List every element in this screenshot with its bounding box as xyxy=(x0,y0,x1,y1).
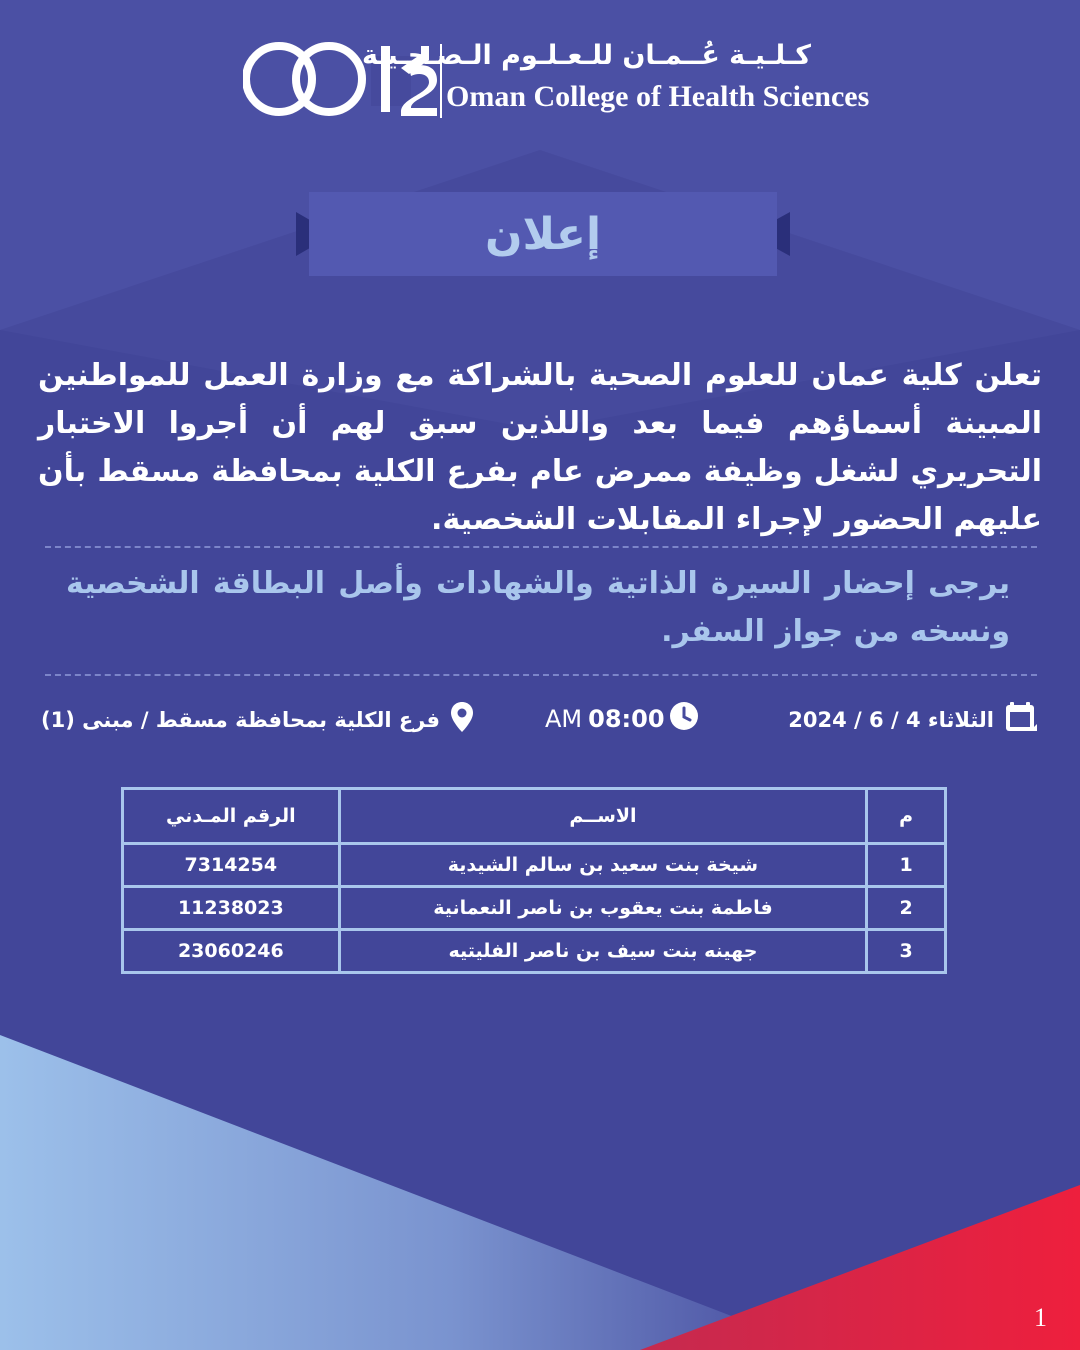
clock-icon xyxy=(669,701,699,736)
announcement-title: إعلان xyxy=(484,208,602,260)
required-documents-note: يرجى إحضار السيرة الذاتية والشهادات وأصل البطاقة الشخصية ونسخه من جواز السفر. xyxy=(66,566,1010,649)
header-name: الاســم xyxy=(339,789,867,844)
page-number: 1 xyxy=(1034,1303,1047,1332)
table-header-row xyxy=(123,789,946,844)
announcement-intro: تعلن كلية عمان للعلوم الصحية بالشراكة مع وزارة العمل للمواطنين المبينة أسماؤهم فيما بعد واللذين سبق لهم أن أجروا الاختبار التحريري لشغل وظيفة ممرض عام بفرع الكلية بمحافظة مسقط بأن عليهم الحضور لإجراء المقابلات الشخصية. xyxy=(38,358,1042,537)
time-text: 08:00 xyxy=(588,704,665,733)
time-period: AM xyxy=(545,704,583,733)
college-name-english: Oman College of Health Sciences xyxy=(446,80,870,113)
map-pin-icon xyxy=(450,701,474,738)
calendar-icon xyxy=(1004,701,1038,738)
cell-name: شيخة بنت سعيد بن سالم الشيدية xyxy=(339,844,867,887)
table-row xyxy=(123,887,946,930)
cell-name: فاطمة بنت يعقوب بن ناصر النعمانية xyxy=(339,887,867,930)
cell-number: 3 xyxy=(867,930,946,973)
table-row xyxy=(123,930,946,973)
cell-civil-id: 23060246 xyxy=(123,930,340,973)
candidates-table xyxy=(121,787,947,974)
location-text: فرع الكلية بمحافظة مسقط / مبنى (1) xyxy=(41,707,440,732)
interview-location xyxy=(41,701,474,738)
cell-name: جهينه بنت سيف بن ناصر الفليتيه xyxy=(339,930,867,973)
date-text: الثلاثاء 4 / 6 / 2024 xyxy=(788,707,994,732)
cell-number: 2 xyxy=(867,887,946,930)
table-row xyxy=(123,844,946,887)
interview-time xyxy=(545,701,699,736)
header-number: م xyxy=(867,789,946,844)
cell-civil-id: 11238023 xyxy=(123,887,340,930)
cell-number: 1 xyxy=(867,844,946,887)
header-civil-id: الرقم المـدني xyxy=(123,789,340,844)
interview-date xyxy=(788,701,1038,738)
divider xyxy=(45,674,1037,676)
college-logo xyxy=(243,38,870,122)
divider xyxy=(45,546,1037,548)
cell-civil-id: 7314254 xyxy=(123,844,340,887)
college-name-arabic: كـلـيـة عُــمـان للـعـلـوم الـصـحـيـة xyxy=(361,40,811,71)
title-banner xyxy=(309,192,777,276)
